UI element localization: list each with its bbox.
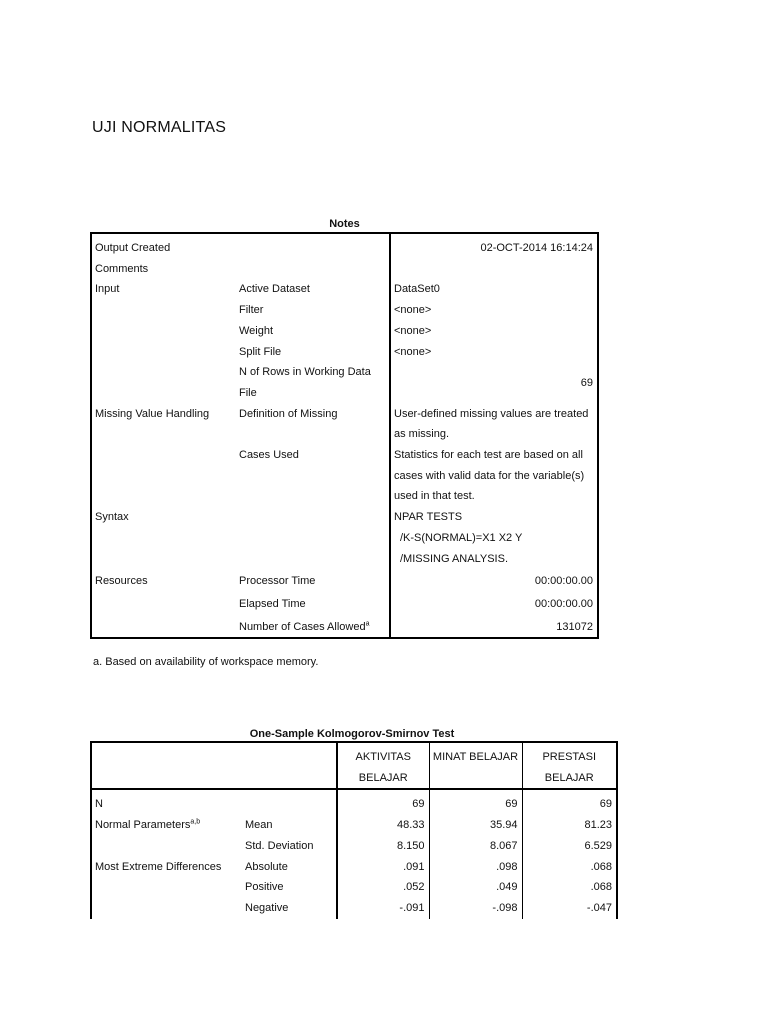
cases-allowed-cell [236,615,390,639]
ks-row-stat-label [245,789,337,815]
active-dataset-label: Active Dataset [236,279,390,300]
ks-row-stat-label: Absolute [245,857,337,878]
cases-allowed-value: 131072 [556,620,593,633]
ks-row-group-label [91,898,245,919]
elapsed-time-label: Elapsed Time [236,592,390,615]
ks-value-cell: .068 [522,857,617,878]
ks-row-stat-label: Positive [245,877,337,898]
definition-missing-value: User-defined missing values are treated as missing. [394,407,589,441]
ks-row-group-text: N [95,798,103,811]
filter-value: <none> [394,304,432,317]
notes-table [90,232,599,639]
n-rows-value: 69 [580,376,593,389]
table-row [91,789,617,815]
ks-value-cell: -.047 [522,898,617,919]
ks-value-cell: 8.150 [396,839,425,852]
notes-row-n-rows [91,362,598,403]
ks-row-group-label [91,857,245,878]
notes-row-cases-used [91,445,598,507]
ks-column-header-1: AKTIVITAS BELAJAR [337,742,429,789]
ks-value-cell: -.098 [429,898,522,919]
split-file-value: <none> [394,345,432,358]
ks-value-cell: .091 [403,860,425,873]
ks-value-cell: 8.067 [429,836,522,857]
ks-value-cell: 35.94 [429,815,522,836]
table-row [91,877,617,898]
cases-used-label: Cases Used [236,445,390,507]
notes-row-cases-allowed [91,615,598,639]
syntax-line-1: NPAR TESTS [394,511,463,524]
notes-row-processor-time [91,569,598,592]
table-row [91,836,617,857]
notes-row-definition-missing [91,404,598,445]
elapsed-time-value: 00:00:00.00 [534,597,593,610]
ks-row-group-label [91,877,245,898]
ks-value-cell: 69 [429,789,522,815]
syntax-value [390,507,598,569]
ks-value-cell: 69 [412,798,425,811]
notes-row-output-created [91,233,598,259]
weight-label: Weight [236,321,390,342]
n-rows-label: N of Rows in Working Data File [236,362,390,403]
ks-row-stat-label: Negative [245,898,337,919]
notes-row-filter [91,300,598,321]
notes-row-split-file [91,342,598,363]
comments-label: Comments [95,262,149,275]
ks-value-cell: 48.33 [396,819,425,832]
output-created-value: 02-OCT-2014 16:14:24 [480,242,593,254]
ks-table-body [91,789,617,918]
syntax-label: Syntax [95,511,129,524]
notes-table-title: Notes [329,218,360,230]
ks-row-group-label [91,815,245,836]
notes-row-elapsed-time [91,592,598,615]
ks-value-cell: .098 [429,857,522,878]
split-file-label: Split File [236,342,390,363]
ks-value-cell: 6.529 [522,836,617,857]
cases-used-value: Statistics for each test are based on all cases with valid data for the variable(s) used in that test. [394,449,585,503]
ks-column-header-2: MINAT BELAJAR [429,742,522,789]
missing-value-handling-label: Missing Value Handling [95,407,210,420]
weight-value: <none> [394,324,432,337]
page-heading: UJI NORMALITAS [92,119,227,136]
processor-time-label: Processor Time [236,569,390,592]
ks-value-cell: .052 [403,881,425,894]
ks-column-header-3: PRESTASI BELAJAR [522,742,617,789]
ks-row-stat-label: Std. Deviation [245,836,337,857]
ks-value-cell: -.091 [399,901,425,914]
processor-time-value: 00:00:00.00 [534,575,593,588]
table-row [91,857,617,878]
notes-row-active-dataset [91,279,598,300]
filter-label: Filter [236,300,390,321]
notes-row-weight [91,321,598,342]
notes-row-syntax [91,507,598,569]
ks-value-cell: 69 [522,789,617,815]
ks-row-group-text: Normal Parameters [95,819,191,832]
ks-row-footnote-mark: a,b [190,818,201,826]
ks-row-group-label [91,836,245,857]
ks-row-group-text: Most Extreme Differences [95,860,222,873]
input-label: Input [95,283,120,296]
ks-row-stat-label: Mean [245,815,337,836]
table-row [91,898,617,919]
ks-value-cell: .068 [522,877,617,898]
active-dataset-value: DataSet0 [394,283,440,296]
notes-row-comments [91,259,598,280]
output-created-label: Output Created [95,242,171,254]
ks-value-cell: 81.23 [522,815,617,836]
footnote: a. Based on availability of workspace memory. [93,656,319,668]
definition-missing-label: Definition of Missing [236,404,390,445]
ks-header-row [91,742,617,789]
ks-row-group-label [91,789,245,815]
ks-value-cell: .049 [429,877,522,898]
cases-allowed-footnote-mark: a [365,620,370,627]
ks-table-title: One-Sample Kolmogorov-Smirnov Test [249,728,455,740]
ks-test-table [90,741,618,919]
resources-label: Resources [95,575,148,588]
table-row [91,815,617,836]
cases-allowed-label: Number of Cases Allowed [239,620,366,633]
syntax-line-2: /K-S(NORMAL)=X1 X2 Y [400,531,523,544]
syntax-line-3: /MISSING ANALYSIS. [400,552,508,565]
